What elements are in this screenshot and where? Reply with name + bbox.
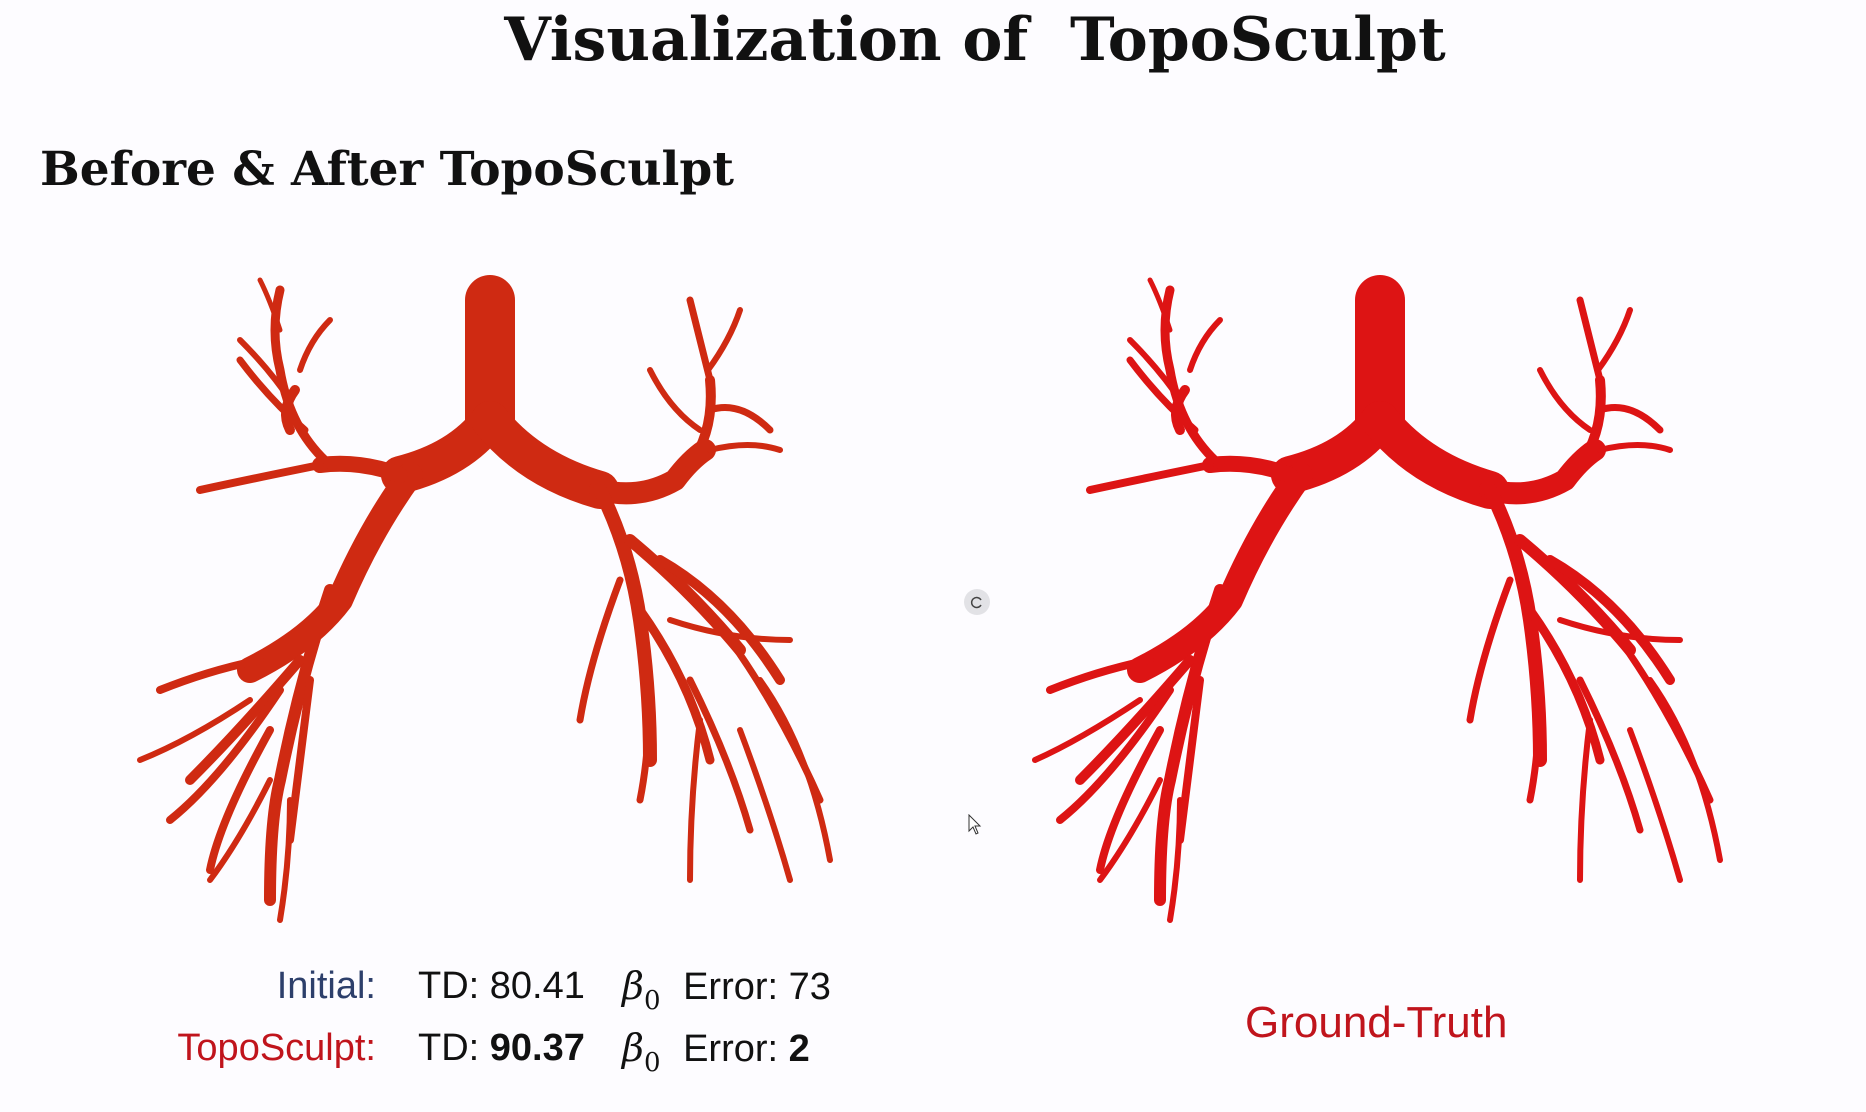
td-label: TD:: [418, 1027, 480, 1069]
toposculpt-airway-tree: [130, 260, 850, 950]
toposculpt-td: [418, 1022, 585, 1074]
beta-symbol: β: [622, 1026, 644, 1070]
toposculpt-beta-error: [622, 1022, 810, 1079]
ground-truth-label: Ground-Truth: [1245, 998, 1508, 1047]
ground-truth-airway-tree: [1030, 260, 1730, 950]
td-value: 90.37: [489, 1027, 585, 1069]
initial-label: Initial:: [276, 965, 376, 1007]
mouse-cursor-icon: [968, 814, 984, 836]
initial-beta-error: [622, 960, 831, 1017]
td-label: TD:: [418, 965, 480, 1007]
error-value: 73: [788, 966, 831, 1008]
loading-spinner-icon: [963, 588, 991, 616]
error-label: Error:: [683, 1028, 779, 1070]
beta-symbol: β: [622, 964, 644, 1008]
page-title: Visualization of TopoSculpt: [504, 5, 1446, 75]
metric-row-toposculpt: [0, 1022, 900, 1078]
error-value: 2: [788, 1028, 810, 1070]
metric-row-initial: [0, 960, 900, 1016]
beta-subscript: 0: [643, 986, 661, 1016]
td-value: 80.41: [489, 965, 585, 1007]
metrics-table: [0, 960, 900, 1100]
initial-td: [418, 960, 585, 1012]
error-label: Error:: [683, 966, 779, 1008]
section-title: Before & After TopoSculpt: [40, 142, 734, 197]
beta-subscript: 0: [643, 1048, 661, 1078]
toposculpt-label: TopoSculpt:: [177, 1027, 376, 1069]
